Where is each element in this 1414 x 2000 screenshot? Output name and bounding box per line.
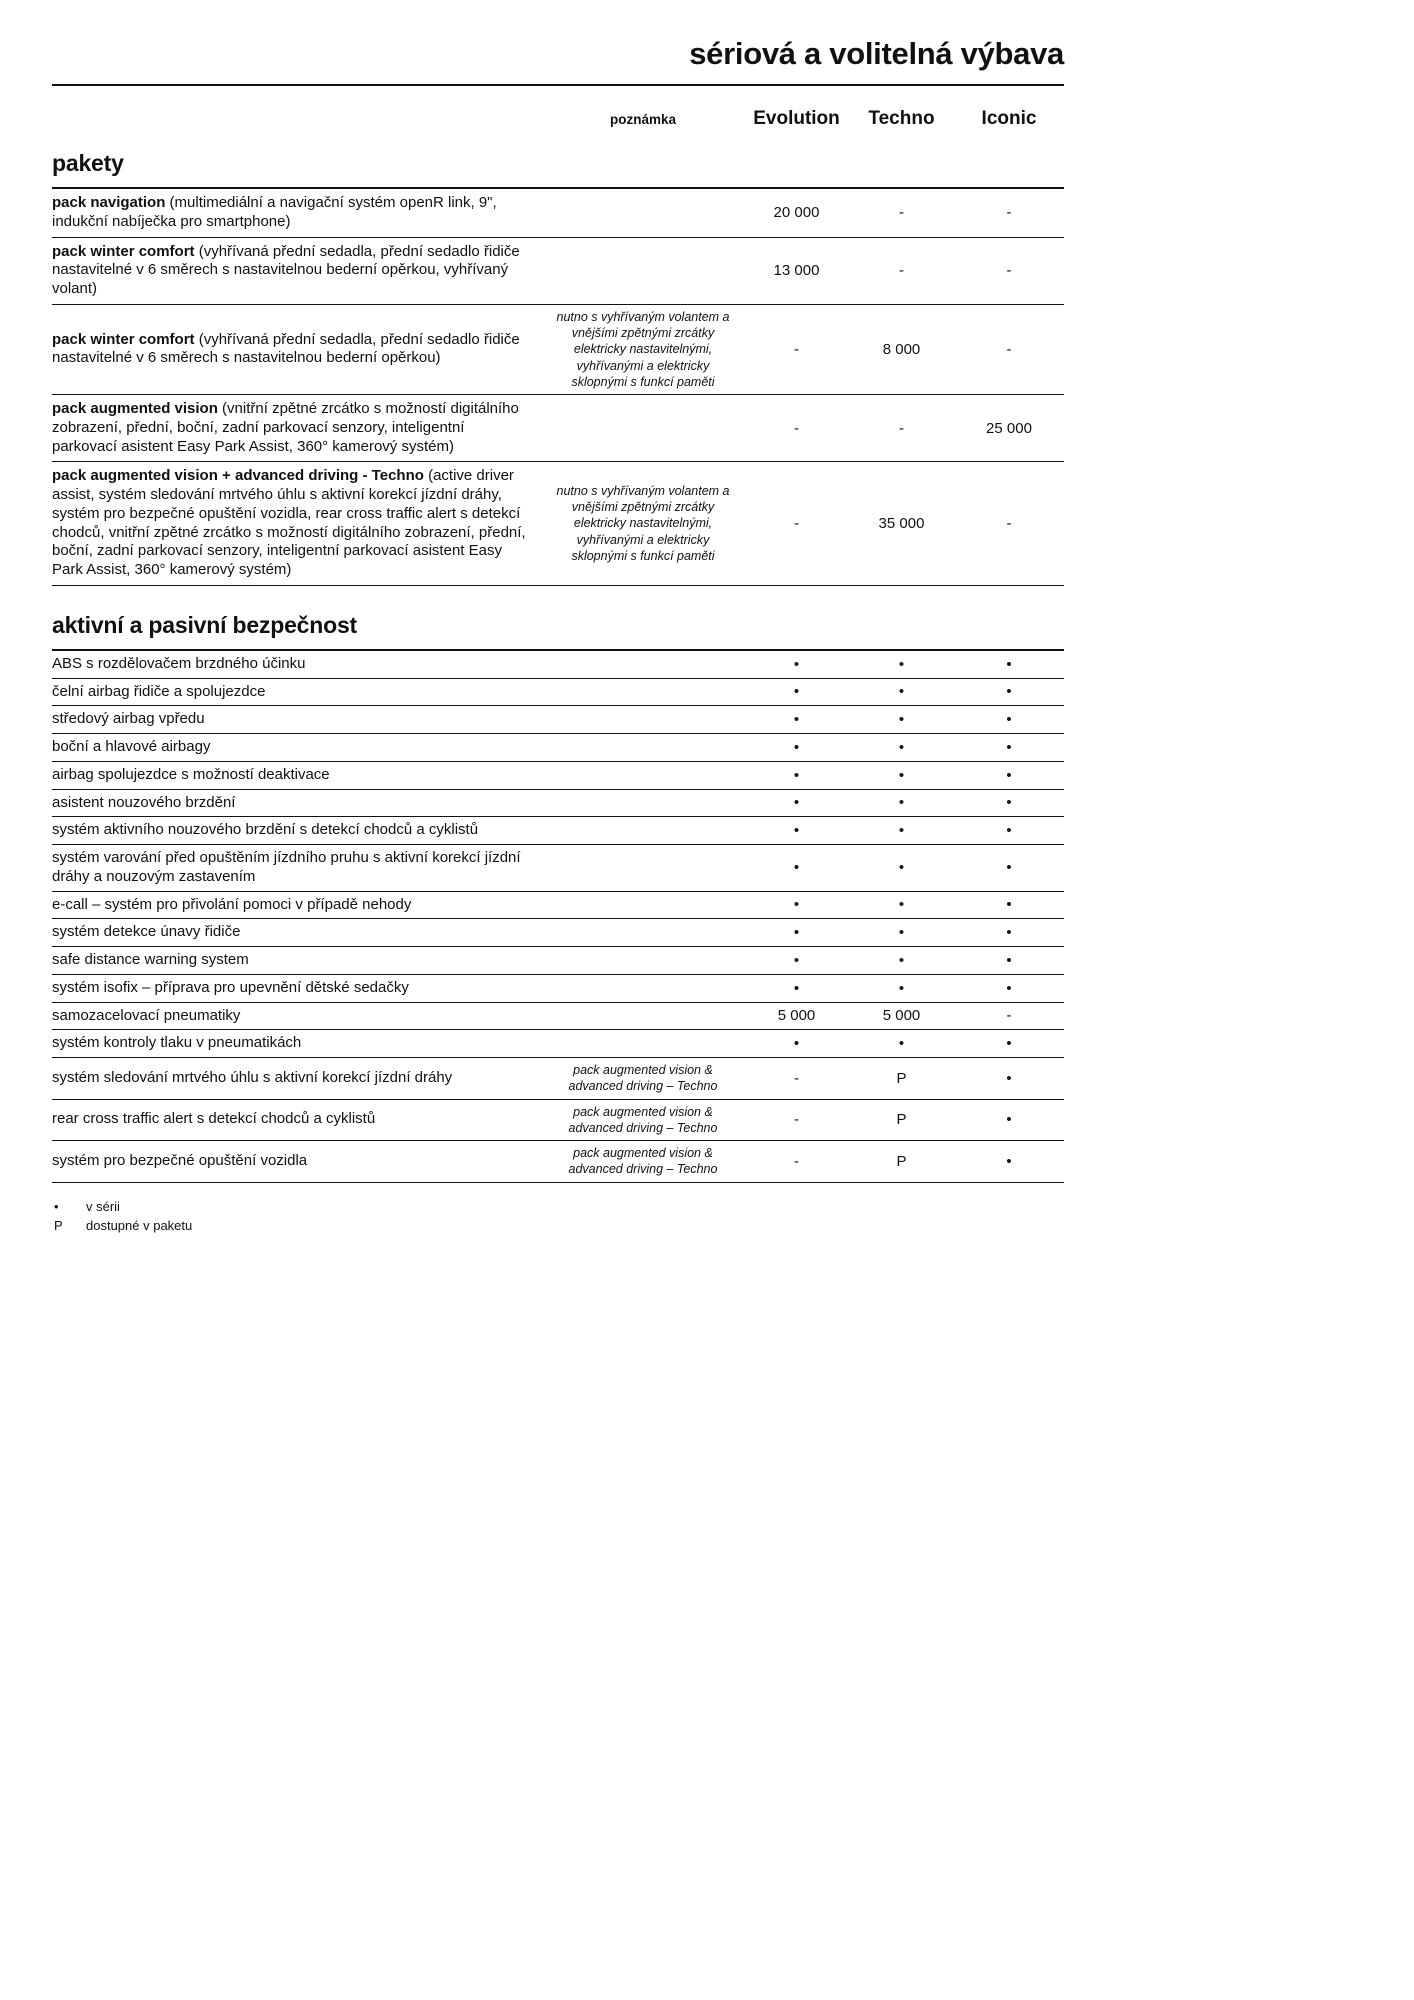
safety-row [52, 892, 1064, 920]
row-label [52, 462, 542, 585]
row-label [52, 326, 542, 374]
row-label-bold: pack winter comfort [52, 330, 195, 348]
row-label: systém isofix – příprava pro upevnění dětské sedačky [52, 978, 409, 996]
cell-evolution: • [793, 951, 800, 969]
row-label: e-call – systém pro přivolání pomoci v případě nehody [52, 895, 412, 913]
section-title-safety: aktivní a pasivní bezpečnost [52, 611, 358, 638]
safety-table [52, 649, 1064, 1183]
cell-iconic: • [1006, 1152, 1012, 1170]
row-note [542, 827, 744, 835]
cell-evolution: • [793, 979, 800, 997]
page-content [52, 0, 1064, 1235]
row-label [52, 189, 542, 237]
row-note [542, 1012, 744, 1020]
safety-row [52, 1058, 1064, 1100]
cell-evolution: - [794, 1111, 799, 1129]
row-note: nutno s vyhřívaným volantem a vnějšími zpětnými zrcátky elektricky nastavitelnými, vyhřívanými a elektricky sklopnými s funkcí paměti [556, 309, 730, 389]
cell-evolution: - [794, 419, 799, 437]
column-header-techno: Techno [868, 108, 935, 129]
safety-row [52, 790, 1064, 818]
legend-item-standard [52, 1197, 1064, 1216]
cell-iconic: • [1006, 1035, 1012, 1053]
row-label: rear cross traffic alert s detekcí chodců a cyklistů [52, 1110, 376, 1128]
row-note [542, 1040, 744, 1048]
cell-techno: • [898, 859, 905, 877]
package-row [52, 305, 1064, 395]
row-label: systém aktivního nouzového brzdění s detekcí chodců a cyklistů [52, 821, 479, 839]
legend [52, 1197, 1064, 1235]
row-note [542, 799, 744, 807]
row-note: pack augmented vision & advanced driving – Techno [568, 1104, 718, 1135]
row-label: čelní airbag řidiče a spolujezdce [52, 682, 266, 700]
cell-iconic: 25 000 [986, 419, 1032, 437]
cell-iconic: • [1006, 655, 1012, 673]
row-label: safe distance warning system [52, 951, 249, 968]
legend-p-symbol: P [54, 1217, 63, 1233]
row-label-bold: pack winter comfort [52, 242, 195, 260]
cell-techno: • [898, 951, 905, 969]
cell-evolution: 13 000 [773, 262, 820, 280]
cell-iconic: • [1006, 979, 1012, 997]
cell-iconic: • [1006, 859, 1012, 877]
cell-iconic: - [1006, 1007, 1012, 1025]
cell-evolution: • [793, 859, 800, 877]
packages-table [52, 187, 1064, 586]
row-label: středový airbag vpředu [52, 710, 205, 728]
cell-iconic: - [1006, 515, 1012, 532]
row-label: systém varování před opuštěním jízdního pruhu s aktivní korekcí jízdní dráhy a nouzovým zastavením [52, 849, 521, 885]
cell-iconic: - [1006, 204, 1012, 222]
safety-row [52, 975, 1064, 1003]
column-header-evolution: Evolution [753, 108, 840, 129]
cell-evolution: • [793, 1035, 800, 1053]
cell-iconic: • [1006, 822, 1012, 840]
row-label-bold: pack augmented vision + advanced driving - Techno [52, 467, 424, 485]
cell-evolution: 20 000 [773, 204, 820, 222]
row-label-rest: (vyhřívaná přední sedadla, přední sedadlo řidiče nastavitelné v 6 směrech s nastavitelnou bederní opěrkou, vyhřívaný volant) [52, 242, 520, 297]
row-label-rest: (multimediální a navigační systém openR link, 9", indukční nabíječka pro smartphone) [52, 194, 497, 230]
cell-techno: • [898, 683, 905, 701]
row-label-rest: (vnitřní zpětné zrcátko s možností digitálního zobrazení, přední, boční, zadní parkovací senzory, inteligentní parkovací asistent Easy Park Assist, 360° kamerový systém) [52, 400, 519, 455]
cell-techno: P [896, 1111, 907, 1129]
row-label: systém kontroly tlaku v pneumatikách [52, 1034, 302, 1052]
safety-row [52, 1141, 1064, 1183]
cell-iconic: • [1006, 711, 1012, 729]
safety-row [52, 845, 1064, 892]
row-label-bold: pack augmented vision [52, 400, 218, 417]
cell-techno: • [898, 766, 905, 784]
cell-iconic: • [1006, 766, 1012, 784]
safety-row [52, 679, 1064, 707]
safety-row [52, 734, 1064, 762]
cell-techno: • [898, 1035, 905, 1053]
row-label: systém detekce únavy řidiče [52, 923, 241, 941]
safety-row [52, 706, 1064, 734]
row-label [52, 238, 542, 304]
row-label: samozacelovací pneumatiky [52, 1006, 241, 1024]
cell-techno: • [898, 979, 905, 997]
cell-evolution: • [793, 711, 800, 729]
cell-evolution: • [793, 794, 800, 812]
cell-iconic: • [1006, 896, 1012, 914]
safety-row [52, 651, 1064, 679]
package-row [52, 395, 1064, 462]
cell-evolution: • [793, 655, 800, 673]
row-note [542, 716, 744, 724]
cell-iconic: - [1006, 340, 1012, 358]
cell-techno: • [898, 711, 905, 729]
row-label: boční a hlavové airbagy [52, 738, 211, 755]
column-header-note: poznámka [609, 112, 677, 127]
cell-evolution: • [793, 822, 800, 840]
row-label-rest: (active driver assist, systém sledování mrtvého úhlu s aktivní korekcí jízdní dráhy, systém pro bezpečné opuštění vozidla, rear cross traffic alert s detekcí chodců, vnitřní zpětné zrcátko s možností digitálního zobrazení, přední, boční, zadní parkovací senzory, inteligentní parkovací asistent Easy Park Assist, 360° kamerový systém) [52, 467, 526, 578]
cell-techno: - [899, 204, 904, 222]
row-label: systém sledování mrtvého úhlu s aktivní korekcí jízdní dráhy [52, 1068, 453, 1086]
cell-iconic: • [1006, 924, 1012, 942]
legend-item-pack [52, 1216, 1064, 1235]
row-label [52, 395, 542, 461]
cell-techno: 35 000 [878, 515, 925, 532]
row-note [542, 743, 744, 751]
package-row [52, 238, 1064, 305]
row-label: systém pro bezpečné opuštění vozidla [52, 1151, 308, 1169]
row-note [542, 267, 744, 275]
cell-techno: 5 000 [882, 1007, 921, 1025]
cell-iconic: - [1006, 262, 1012, 280]
cell-iconic: • [1006, 951, 1012, 969]
row-note [542, 929, 744, 937]
row-label-bold: pack navigation [52, 194, 166, 211]
row-note [542, 864, 744, 872]
cell-iconic: • [1006, 794, 1012, 812]
safety-row [52, 919, 1064, 947]
row-label-rest: (vyhřívaná přední sedadla, přední sedadlo řidiče nastavitelné v 6 směrech s nastavitelnou bederní opěrkou) [52, 330, 520, 367]
row-note [542, 771, 744, 779]
cell-iconic: • [1006, 1111, 1012, 1129]
row-note [542, 688, 744, 696]
row-label: ABS s rozdělovačem brzdného účinku [52, 654, 306, 672]
safety-row [52, 762, 1064, 790]
safety-row [52, 1030, 1064, 1058]
cell-evolution: - [794, 1069, 799, 1087]
row-note: nutno s vyhřívaným volantem a vnějšími zpětnými zrcátky elektricky nastavitelnými, vyhřívanými a elektricky sklopnými s funkcí paměti [556, 483, 730, 563]
cell-techno: P [896, 1069, 907, 1087]
safety-row [52, 1100, 1064, 1142]
legend-p-text: dostupné v paketu [86, 1217, 193, 1233]
cell-evolution: - [794, 515, 799, 532]
row-label: asistent nouzového brzdění [52, 793, 236, 811]
cell-techno: • [898, 822, 905, 840]
cell-techno: - [899, 262, 904, 280]
cell-techno: 8 000 [882, 340, 921, 358]
package-row [52, 189, 1064, 238]
cell-techno: • [898, 738, 905, 756]
cell-techno: • [898, 896, 905, 914]
safety-row [52, 1003, 1064, 1031]
section-title-packages: pakety [52, 150, 124, 176]
cell-techno: • [898, 794, 905, 812]
cell-techno: P [896, 1152, 907, 1170]
row-label: airbag spolujezdce s možností deaktivace [52, 765, 330, 783]
legend-bullet-symbol: • [54, 1198, 59, 1214]
row-note [542, 660, 744, 668]
cell-evolution: - [794, 1152, 799, 1170]
cell-evolution: • [793, 924, 800, 942]
cell-iconic: • [1006, 1069, 1012, 1087]
cell-evolution: • [793, 738, 800, 756]
cell-evolution: • [793, 766, 800, 784]
legend-bullet-text: v sérii [86, 1198, 120, 1214]
page-title: sériová a volitelná výbava [689, 36, 1064, 71]
cell-evolution: • [793, 683, 800, 701]
row-note [542, 424, 744, 432]
row-note [542, 209, 744, 217]
cell-evolution: • [793, 896, 800, 914]
cell-iconic: • [1006, 683, 1012, 701]
row-note [542, 956, 744, 964]
package-row [52, 462, 1064, 586]
safety-row [52, 817, 1064, 845]
column-header-iconic: Iconic [981, 108, 1037, 129]
cell-evolution: 5 000 [777, 1007, 816, 1025]
cell-iconic: • [1006, 738, 1012, 756]
row-note [542, 984, 744, 992]
cell-techno: • [898, 924, 905, 942]
column-header-row [52, 86, 1064, 140]
safety-row [52, 947, 1064, 975]
cell-techno: - [899, 419, 904, 437]
row-note [542, 901, 744, 909]
cell-techno: • [898, 655, 905, 673]
row-note: pack augmented vision & advanced driving – Techno [568, 1063, 718, 1094]
row-note: pack augmented vision & advanced driving – Techno [568, 1146, 718, 1177]
cell-evolution: - [794, 340, 799, 358]
